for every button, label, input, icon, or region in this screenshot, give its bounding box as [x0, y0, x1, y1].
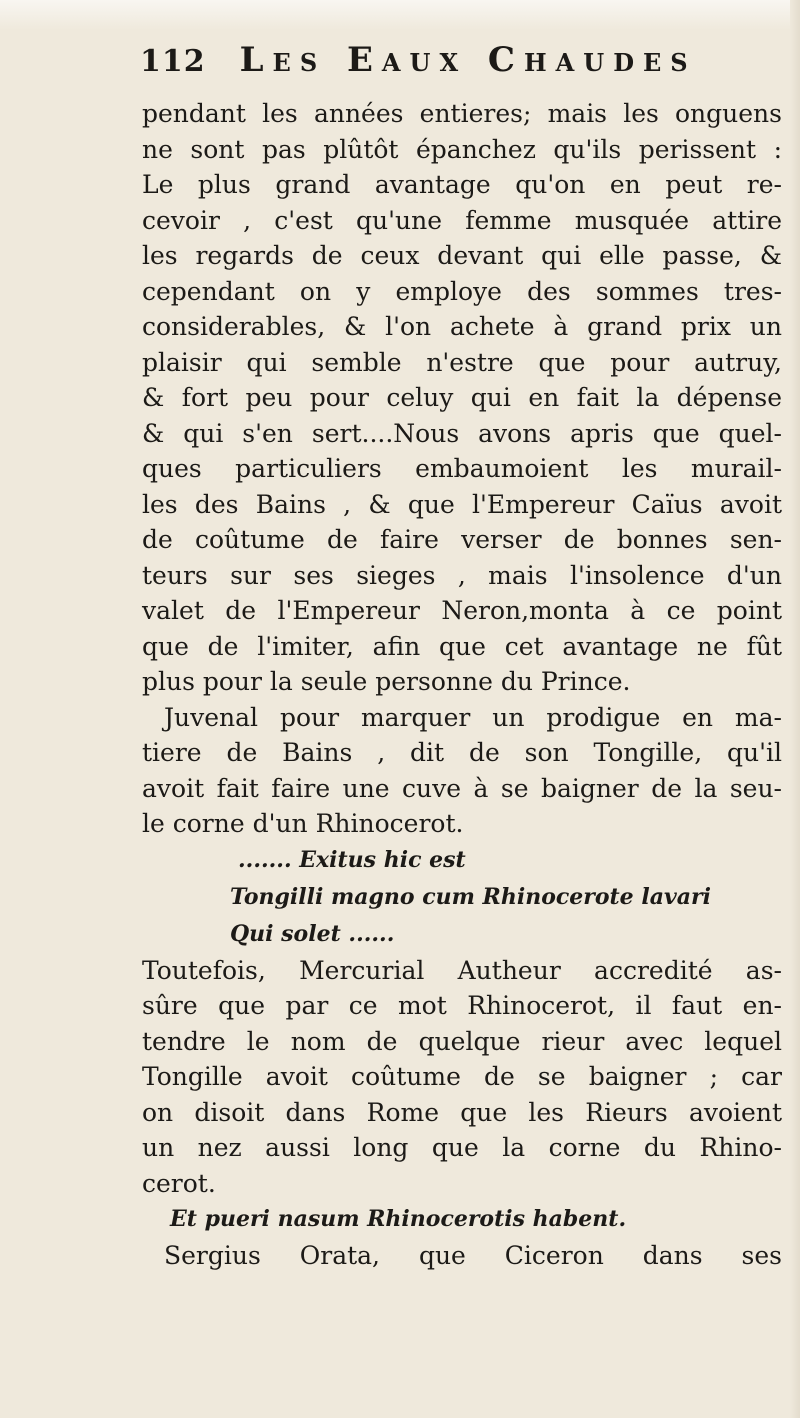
text-line: le corne d'un Rhinocerot. [142, 809, 464, 838]
text-line: les regards de ceux devant qui elle passe, & [142, 241, 782, 270]
text-line: sûre que par ce mot Rhinocerot, il faut en- [142, 991, 782, 1020]
page-right-edge [790, 0, 800, 1418]
verse-line: Et pueri nasum Rhinocerotis habent. [170, 1206, 627, 1232]
text-line: tendre le nom de quelque rieur avec lequel [142, 1026, 782, 1056]
text-line: pendant les années entieres; mais les onguens [142, 99, 782, 128]
paragraph-start-line: Juvenal pour marquer un prodigue en ma- [164, 702, 782, 732]
page-top-edge [0, 0, 800, 30]
text-line: plaisir qui semble n'estre que pour autruy, [142, 347, 782, 377]
text-line: avoit fait faire une cuve à se baigner de la seu- [142, 773, 782, 803]
text-line: de coûtume de faire verser de bonnes sen- [142, 525, 782, 554]
text-line: ques particuliers embaumoient les murail- [142, 454, 782, 483]
text-line: un nez aussi long que la corne du Rhino- [142, 1133, 782, 1162]
text-line: que de l'imiter, afin que cet avantage ne fût [142, 631, 782, 661]
text-line: Tongille avoit coûtume de se baigner ; car [142, 1062, 782, 1091]
text-line: & fort peu pour celuy qui en fait la dépense [142, 383, 782, 412]
text-line: tiere de Bains , dit de son Tongille, qu'il [142, 738, 782, 767]
text-line: valet de l'Empereur Neron,monta à ce point [142, 596, 782, 625]
page-number: 112 [140, 44, 206, 79]
text-line: cerot. [142, 1168, 216, 1198]
paragraph-start-line: Toutefois, Mercurial Autheur accredité as- [142, 955, 782, 985]
text-line: ne sont pas plûtôt épanchez qu'ils perissent : [142, 134, 782, 164]
running-title: Les Eaux Chaudes [239, 40, 697, 80]
verse-line: Tongilli magno cum Rhinocerote lavari [230, 883, 711, 910]
text-line: & qui s'en sert....Nous avons apris que quel- [142, 418, 782, 448]
verse-line: Qui solet ...... [230, 920, 395, 947]
text-line: les des Bains , & que l'Empereur Caïus avoit [142, 489, 782, 519]
text-line: Le plus grand avantage qu'on en peut re- [142, 170, 782, 199]
text-line: Sergius Orata, que Ciceron dans ses [164, 1241, 782, 1270]
body-text [142, 96, 782, 1274]
text-line: teurs sur ses sieges , mais l'insolence d'un [142, 560, 782, 590]
page-header [140, 40, 760, 96]
text-line: cevoir , c'est qu'une femme musquée attire [142, 205, 782, 235]
text-line: on disoit dans Rome que les Rieurs avoient [142, 1097, 782, 1127]
text-line: considerables, & l'on achete à grand prix un [142, 312, 782, 341]
text-line: cependant on y employe des sommes tres- [142, 276, 782, 306]
verse-line: ....... Exitus hic est [238, 846, 466, 873]
text-line: plus pour la seule personne du Prince. [142, 667, 631, 696]
